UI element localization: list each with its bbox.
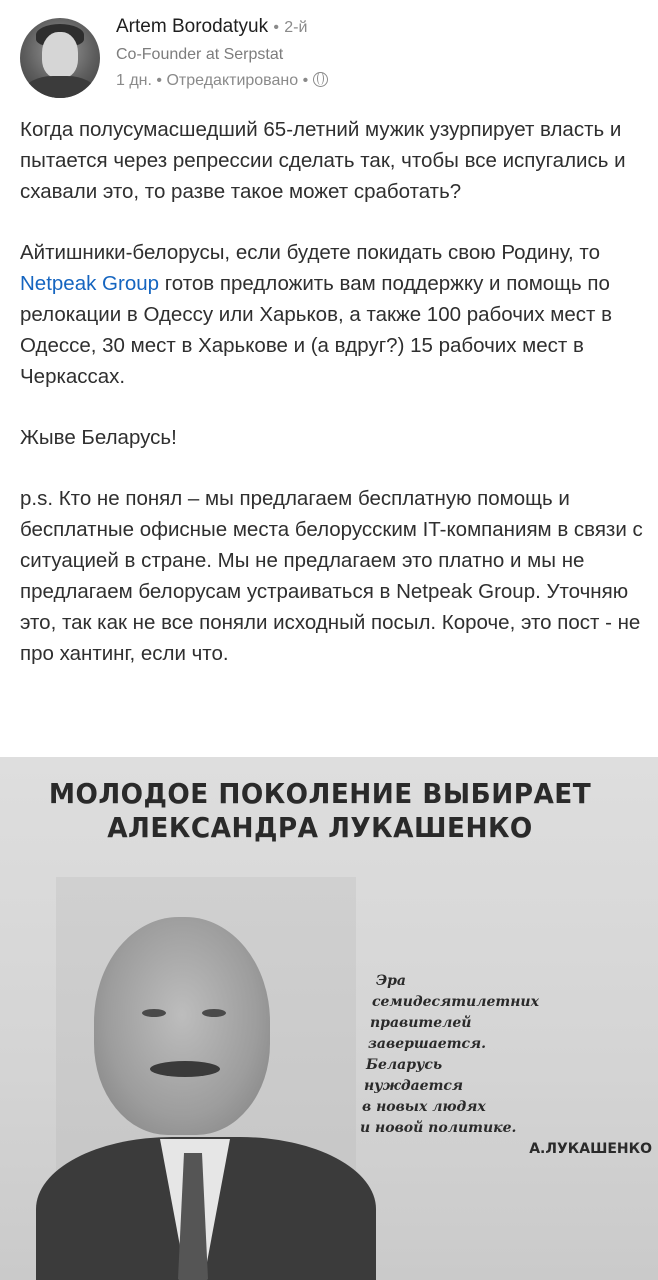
portrait-eye [142,1009,166,1017]
quote-line: нуждается [364,1078,464,1094]
quote-line: завершается. [368,1036,487,1052]
quote-line: в новых людях [362,1099,486,1115]
portrait-mustache [150,1061,220,1077]
quote-signature: А.ЛУКАШЕНКО [529,1141,652,1157]
separator: • [156,72,163,89]
post-header [20,14,640,104]
separator: • [273,19,279,36]
post-paragraph: p.s. Кто не понял – мы предлагаем бесплатную помощь и бесплатные офисные места белорусским IT-компаниям в связи с ситуацией в стране. Мы не предлагаем это платно и мы не предлагаем белорусам устраиваться в Netpeak Group. Уточняю это, так как не все поняли исходный посыл. Короче, это пост - не про хантинг, если что. [20,487,643,665]
post-text: Айтишники-белорусы, если будете покидать свою Родину, то [20,241,600,264]
quote-line: Беларусь [366,1057,443,1073]
quote-line: и новой политике. [360,1120,517,1136]
connection-degree: 2-й [284,19,308,36]
avatar-shoulders [24,76,96,98]
newspaper-headline [19,777,621,845]
newspaper-quote [356,971,656,1160]
author-headline: Co-Founder at Serpstat [116,46,284,63]
headline-line: АЛЕКСАНДРА ЛУКАШЕНКО [107,811,533,844]
post-image[interactable] [0,757,658,1280]
edited-label: Отредактировано [166,72,299,89]
globe-icon [313,72,328,87]
avatar-face [42,32,78,78]
portrait-eye [202,1009,226,1017]
portrait-head [94,917,270,1135]
separator: • [302,72,309,89]
post-body [20,114,648,699]
quote-line: Эра [376,973,406,989]
company-link[interactable]: Netpeak Group [20,272,160,295]
avatar[interactable] [20,18,100,98]
quote-line: правителей [370,1015,472,1031]
post-paragraph: Когда полусумасшедший 65-летний мужик узурпирует власть и пытается через репрессии сделать так, чтобы все испугались и схавали это, то разве такое может сработать? [20,118,626,203]
post-time: 1 дн. [116,72,152,89]
author-line [116,16,307,38]
portrait-photo [56,877,356,1280]
author-name[interactable]: Artem Borodatyuk [116,16,269,37]
quote-line: семидесятилетних [372,994,539,1010]
headline-line: МОЛОДОЕ ПОКОЛЕНИЕ ВЫБИРАЕТ [48,777,592,810]
post-paragraph: Жыве Беларусь! [20,426,177,449]
post-text: готов предложить вам поддержку и помощь по релокации в Одессу или Харьков, а также 100 рабочих мест в Одессе, 30 мест в Харькове и (а вдруг?) 15 рабочих мест в Черкассах. [20,272,612,388]
post-paragraph [20,237,648,392]
post-meta [116,72,328,90]
